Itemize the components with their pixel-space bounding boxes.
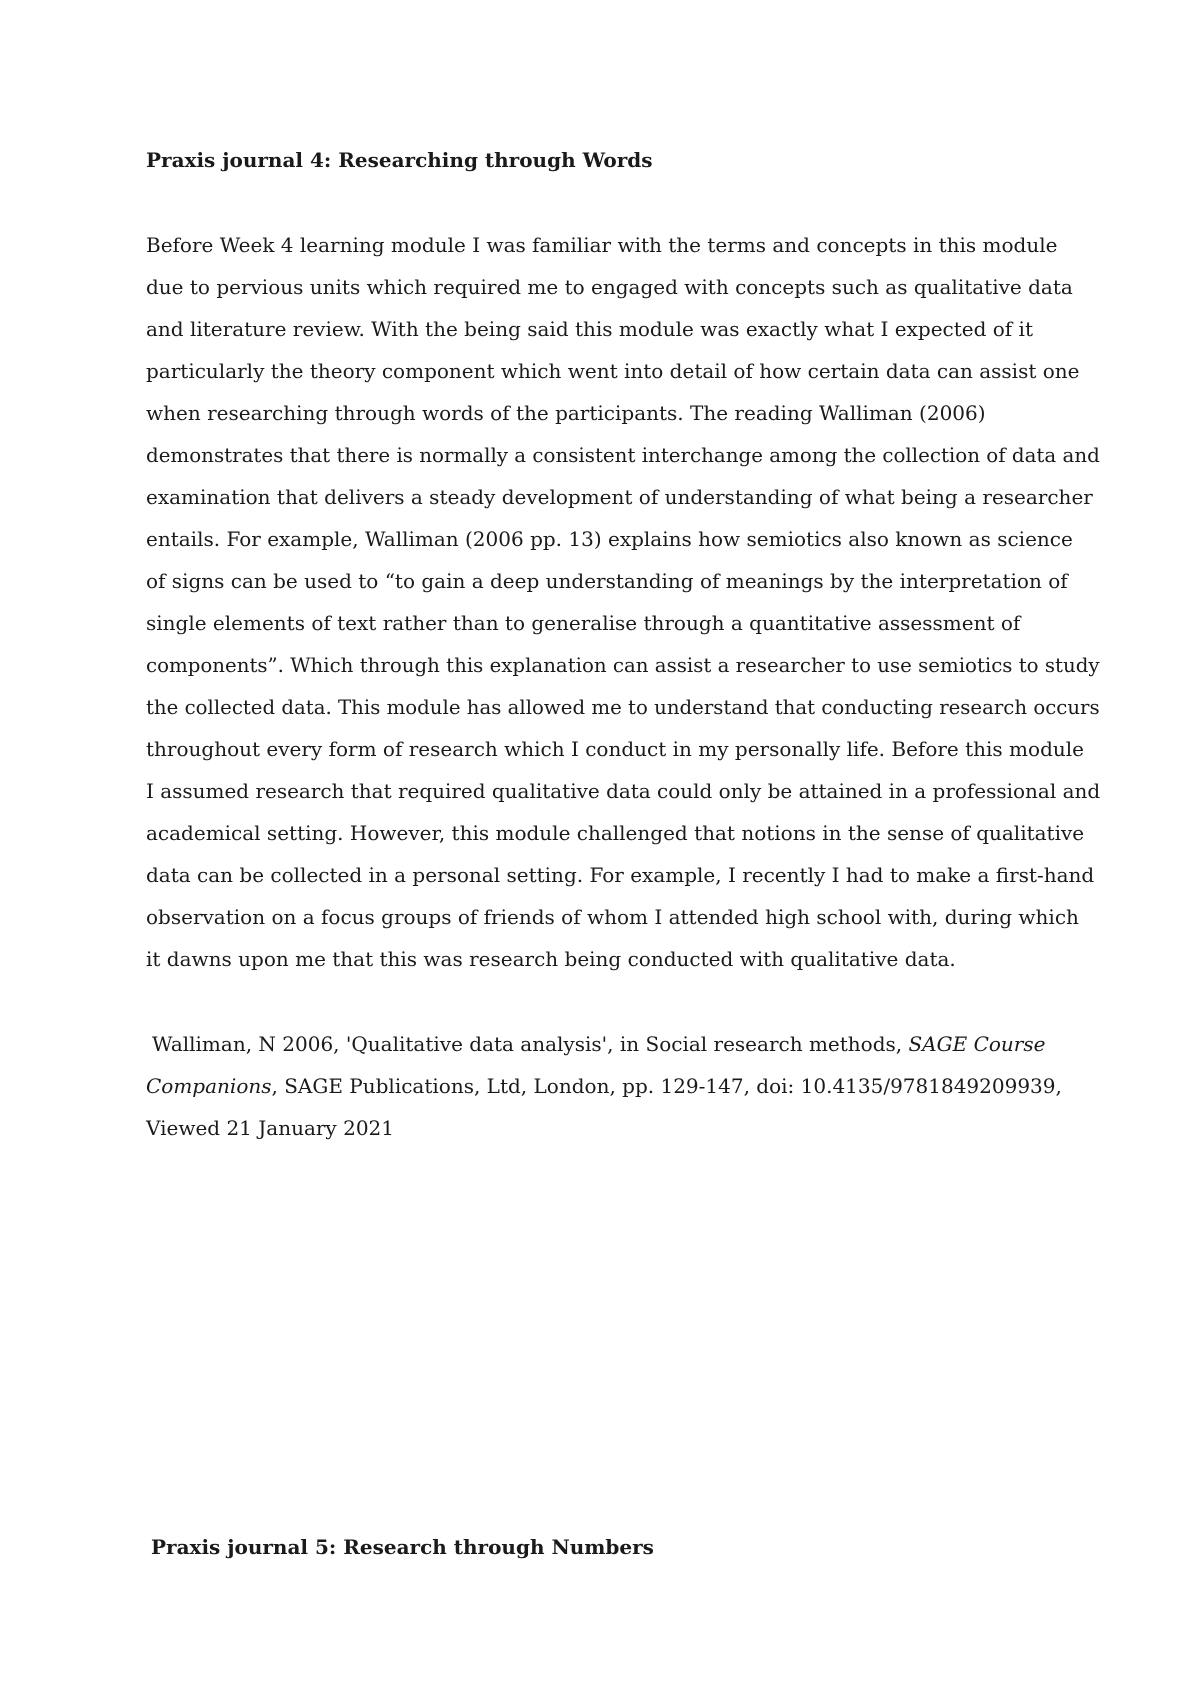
paragraph-line: entails. For example, Walliman (2006 pp. 13) explains how semiotics also known as science <box>146 527 1073 551</box>
paragraph-line: I assumed research that required qualitative data could only be attained in a professional and <box>146 779 1101 803</box>
paragraph-line: demonstrates that there is normally a consistent interchange among the collection of data and <box>146 443 1100 467</box>
paragraph-line: Before Week 4 learning module I was familiar with the terms and concepts in this module <box>146 233 1058 257</box>
paragraph-line: particularly the theory component which went into detail of how certain data can assist one <box>146 359 1080 383</box>
paragraph-line: components”. Which through this explanation can assist a researcher to use semiotics to study <box>146 653 1100 677</box>
reference-italic-title: SAGE Course <box>908 1032 1046 1056</box>
paragraph-line: examination that delivers a steady development of understanding of what being a researcher <box>146 485 1093 509</box>
paragraph-line: the collected data. This module has allowed me to understand that conducting research occurs <box>146 695 1100 719</box>
paragraph-line: due to pervious units which required me to engaged with concepts such as qualitative data <box>146 275 1073 299</box>
paragraph-line: observation on a focus groups of friends of whom I attended high school with, during which <box>146 905 1079 929</box>
paragraph-line: academical setting. However, this module challenged that notions in the sense of qualitative <box>146 821 1085 845</box>
paragraph-line: when researching through words of the participants. The reading Walliman (2006) <box>146 401 986 425</box>
paragraph-line: single elements of text rather than to generalise through a quantitative assessment of <box>146 611 1021 635</box>
reference-line-1 <box>152 1032 1045 1056</box>
journal-4-heading: Praxis journal 4: Researching through Words <box>146 148 653 172</box>
reference-line-3: Viewed 21 January 2021 <box>146 1116 394 1140</box>
paragraph-line: data can be collected in a personal setting. For example, I recently I had to make a first-hand <box>146 863 1095 887</box>
reference-text: Walliman, N 2006, 'Qualitative data analysis', in Social research methods, <box>152 1032 909 1056</box>
reference-text: , SAGE Publications, Ltd, London, pp. 129-147, doi: 10.4135/9781849209939, <box>271 1074 1062 1098</box>
paragraph-line: and literature review. With the being said this module was exactly what I expected of it <box>146 317 1033 341</box>
paragraph-line: it dawns upon me that this was research being conducted with qualitative data. <box>146 947 956 971</box>
journal-5-heading: Praxis journal 5: Research through Numbers <box>151 1535 654 1559</box>
reference-line-2 <box>146 1074 1062 1098</box>
paragraph-line: throughout every form of research which I conduct in my personally life. Before this module <box>146 737 1084 761</box>
paragraph-line: of signs can be used to “to gain a deep understanding of meanings by the interpretation of <box>146 569 1068 593</box>
reference-italic-title: Companions <box>146 1074 272 1098</box>
